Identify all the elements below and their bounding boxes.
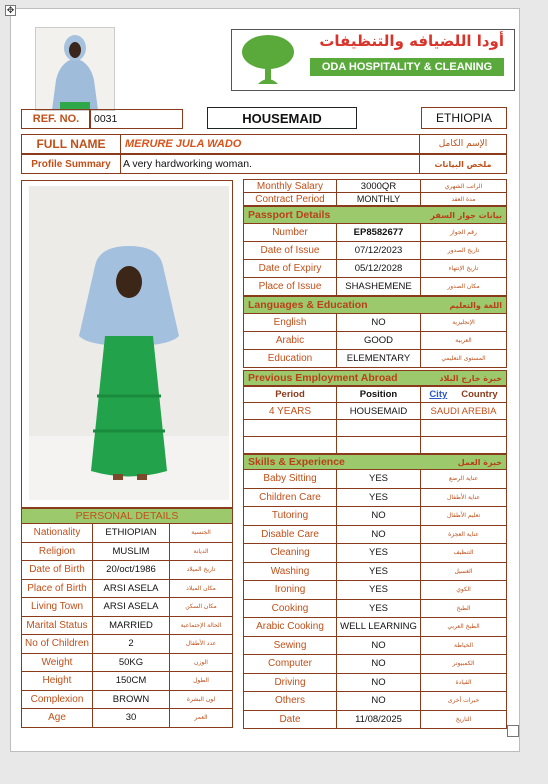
profile-summary-value[interactable]: A very hardworking woman. [120,154,420,174]
skills-section-header [243,454,507,470]
skill-row-value[interactable]: YES [336,543,421,563]
company-logo-box [231,29,515,91]
employment-empty-cell[interactable] [243,436,337,454]
skills-title-ar: خبرة العمل [457,457,502,467]
resize-handle[interactable] [507,725,519,737]
personal-row-value[interactable]: MARRIED [92,616,170,636]
personal-row-ar: الديانة [169,542,233,562]
col-position: Position [336,386,421,403]
passport-row-ar: رقم الجواز [420,223,507,242]
personal-row-value[interactable]: MUSLIM [92,542,170,562]
col-period: Period [243,386,337,403]
skill-row-ar: خبرات أخرى [420,691,507,711]
skill-row-value[interactable]: YES [336,580,421,600]
salary-ar: الراتب الشهري [420,179,507,193]
personal-row-value[interactable]: 50KG [92,653,170,673]
personal-row-ar: العمر [169,708,233,728]
skill-row-value[interactable]: NO [336,654,421,674]
personal-row-label: Weight [21,653,93,673]
language-row-label: Arabic [243,331,337,350]
personal-row-value[interactable]: 2 [92,634,170,654]
skills-title: Skills & Experience [248,456,345,468]
skill-row-value[interactable]: 11/08/2025 [336,710,421,730]
passport-row-ar: تاريخ الصدور [420,241,507,260]
employment-empty-cell[interactable] [336,436,421,454]
language-row-label: Education [243,349,337,368]
personal-row-ar: الجنسية [169,523,233,543]
passport-row-label: Date of Issue [243,241,337,260]
passport-title-ar: بيانات جواز السفر [430,210,502,220]
language-row-ar: العربية [420,331,507,350]
language-row-ar: الإنجليزية [420,313,507,332]
employment-title-ar: خبرة خارج البلاد [439,373,502,383]
skill-row-value[interactable]: YES [336,488,421,508]
skill-row-ar: القيادة [420,673,507,693]
employment-country[interactable]: SAUDI AREBIA [420,402,507,420]
tree-logo-icon [238,34,298,86]
skill-row-value[interactable]: NO [336,691,421,711]
skill-row-label: Date [243,710,337,730]
language-row-label: English [243,313,337,332]
ref-label: REF. NO. [21,109,91,129]
country-title: ETHIOPIA [421,107,507,129]
personal-row-ar: الحالة الإجتماعية [169,616,233,636]
personal-row-label: Nationality [21,523,93,543]
skill-row-ar: تعليم الأطفال [420,506,507,526]
personal-row-label: Living Town [21,597,93,617]
passport-row-ar: مكان الصدور [420,277,507,296]
personal-row-label: Height [21,671,93,691]
skill-row-label: Sewing [243,636,337,656]
profile-photo-full [29,186,229,500]
skill-row-value[interactable]: NO [336,506,421,526]
position-title: HOUSEMAID [207,107,357,129]
profile-summary-label: Profile Summary [21,154,121,174]
personal-section-header: PERSONAL DETAILS [21,508,233,524]
personal-row-value[interactable]: 150CM [92,671,170,691]
personal-row-ar: عدد الأطفال [169,634,233,654]
languages-section-header [243,296,507,314]
skill-row-value[interactable]: YES [336,469,421,489]
employment-position[interactable]: HOUSEMAID [336,402,421,420]
personal-row-value[interactable]: ARSI ASELA [92,597,170,617]
personal-row-value[interactable]: 30 [92,708,170,728]
profile-summary-ar: ملخص البيانات [419,154,507,174]
skill-row-ar: التاريخ [420,710,507,730]
contract-value[interactable]: MONTHLY [336,192,421,206]
salary-value[interactable]: 3000QR [336,179,421,193]
passport-row-value[interactable]: 07/12/2023 [336,241,421,260]
full-name-value[interactable]: MERURE JULA WADO [120,134,420,154]
skill-row-value[interactable]: NO [336,525,421,545]
personal-row-ar: مكان الميلاد [169,579,233,599]
col-city: City [429,389,448,400]
passport-row-label: Place of Issue [243,277,337,296]
personal-row-ar: الوزن [169,653,233,673]
full-name-ar: الإسم الكامل [419,134,507,154]
personal-row-ar: الطول [169,671,233,691]
skill-row-label: Tutoring [243,506,337,526]
language-row-value[interactable]: GOOD [336,331,421,350]
employment-empty-cell[interactable] [243,419,337,437]
skill-row-label: Washing [243,562,337,582]
skill-row-ar: الخياطة [420,636,507,656]
employment-empty-cell[interactable] [420,436,507,454]
skill-row-label: Children Care [243,488,337,508]
personal-row-label: Place of Birth [21,579,93,599]
skill-row-label: Ironing [243,580,337,600]
salary-label: Monthly Salary [243,179,337,193]
employment-empty-cell[interactable] [420,419,507,437]
move-handle-icon[interactable]: ✥ [6,5,15,15]
skill-row-label: Cleaning [243,543,337,563]
skill-row-label: Disable Care [243,525,337,545]
profile-photo-small [35,27,115,111]
skill-row-value[interactable]: NO [336,673,421,693]
skill-row-ar: الكمبيوتر [420,654,507,674]
passport-section-header [243,206,507,224]
col-country: Country [461,389,498,400]
personal-row-value[interactable]: 20/oct/1986 [92,560,170,580]
skill-row-label: Driving [243,673,337,693]
passport-row-label: Date of Expiry [243,259,337,278]
employment-period[interactable]: 4 YEARS [243,402,337,420]
contract-ar: مدة العقد [420,192,507,206]
passport-row-ar: تاريخ الإنتهاء [420,259,507,278]
personal-row-label: No of Children [21,634,93,654]
personal-row-ar: مكان السكن [169,597,233,617]
passport-row-value[interactable]: 05/12/2028 [336,259,421,278]
ref-value[interactable]: 0031 [89,109,183,129]
language-row-ar: المستوى التعليمي [420,349,507,368]
skill-row-value[interactable]: WELL LEARNING [336,617,421,637]
col-city-country [420,386,507,403]
personal-row-value[interactable]: ARSI ASELA [92,579,170,599]
personal-row-label: Age [21,708,93,728]
cv-page [6,5,520,752]
language-row-value[interactable]: ELEMENTARY [336,349,421,368]
personal-row-value[interactable]: BROWN [92,690,170,710]
company-arabic-name: أودا اللضيافه والتنظيفات [319,32,504,50]
languages-title-ar: اللغة والتعليم [449,300,502,310]
personal-row-label: Marital Status [21,616,93,636]
personal-row-value[interactable]: ETHIOPIAN [92,523,170,543]
passport-row-label: Number [243,223,337,242]
full-name-label: FULL NAME [21,134,121,154]
employment-section-header [243,370,507,386]
employment-empty-cell[interactable] [336,419,421,437]
skill-row-ar: التنظيف [420,543,507,563]
passport-title: Passport Details [248,209,331,221]
personal-row-ar: لون البشرة [169,690,233,710]
skill-row-value[interactable]: NO [336,636,421,656]
languages-title: Languages & Education [248,299,368,311]
skill-row-label: Others [243,691,337,711]
personal-row-label: Religion [21,542,93,562]
skill-row-ar: عناية الأطفال [420,488,507,508]
company-name-banner: ODA HOSPITALITY & CLEANING [310,58,504,76]
skill-row-ar: الكوي [420,580,507,600]
skill-row-ar: الطبخ العربي [420,617,507,637]
skill-row-label: Computer [243,654,337,674]
skill-row-label: Arabic Cooking [243,617,337,637]
language-row-value[interactable]: NO [336,313,421,332]
passport-row-value[interactable]: SHASHEMENE [336,277,421,296]
skill-row-value[interactable]: YES [336,562,421,582]
skill-row-ar: الطبخ [420,599,507,619]
skill-row-label: Baby Sitting [243,469,337,489]
skill-row-label: Cooking [243,599,337,619]
personal-row-label: Date of Birth [21,560,93,580]
skill-row-value[interactable]: YES [336,599,421,619]
passport-row-value[interactable]: EP8582677 [336,223,421,242]
contract-label: Contract Period [243,192,337,206]
skill-row-ar: عناية العجزة [420,525,507,545]
skill-row-ar: عناية الرضع [420,469,507,489]
employment-title: Previous Employment Abroad [248,372,398,384]
skill-row-ar: الغسيل [420,562,507,582]
personal-row-label: Complexion [21,690,93,710]
personal-row-ar: تاريخ الميلاد [169,560,233,580]
